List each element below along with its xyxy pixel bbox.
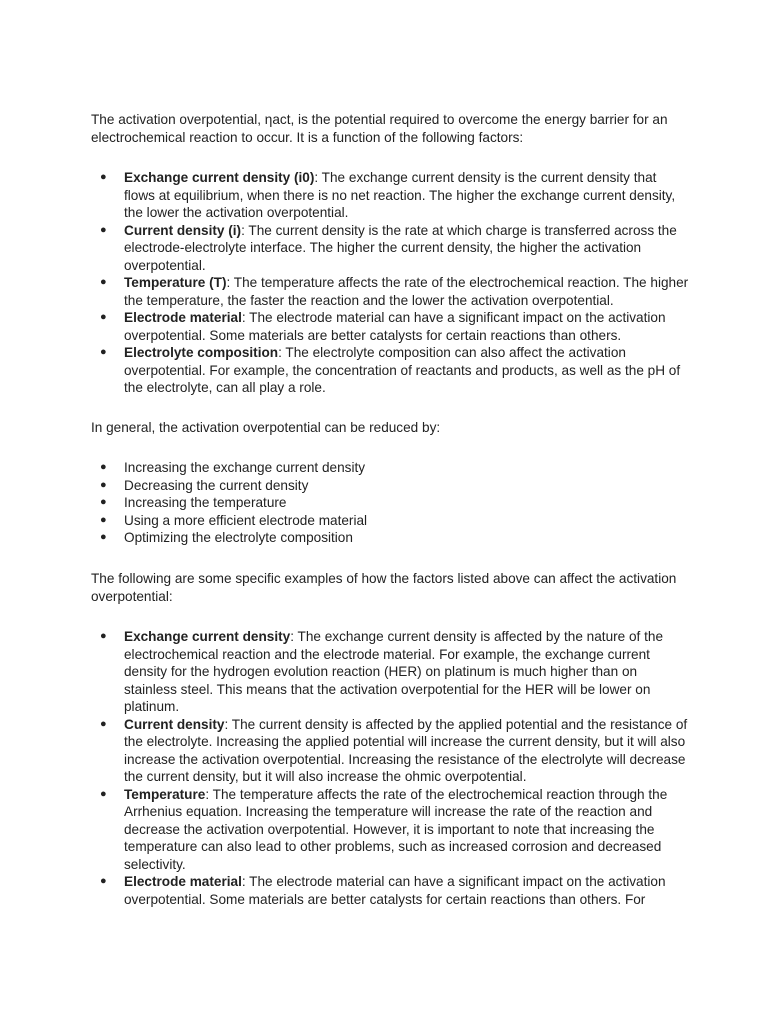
general-paragraph: In general, the activation overpotential can be reduced by: bbox=[91, 420, 441, 435]
list-item-text: : The electrolyte composition can also affect the activation overpotential. For example, the concentration of reactants and products, as well as the pH of the electrolyte, can all play a role. bbox=[124, 345, 681, 395]
list-item-text: : The temperature affects the rate of the electrochemical reaction through the Arrhenius equation. Increasing the temperature will increase the rate of the reaction and decrease the activation overpotential. However, it is important to note that increasing the temperature can also lead to other problems, such as increased corrosion and decreased selectivity. bbox=[124, 786, 668, 872]
list-item-text: : The current density is the rate at which charge is transferred across the electrode-electrolyte interface. The higher the current density, the higher the activation overpotential. bbox=[124, 222, 677, 273]
list-item bbox=[91, 169, 691, 222]
examples-list bbox=[91, 628, 691, 908]
list-item bbox=[91, 873, 691, 908]
list-item-term: Electrode material bbox=[124, 874, 242, 889]
list-item-term: Current density bbox=[124, 716, 225, 732]
list-item bbox=[91, 274, 691, 309]
list-item-text: : The exchange current density is affected by the nature of the electrochemical reaction and the electrode material. For example, the exchange current density for the hydrogen evolution reaction (HER) on platinum is much higher than on stainless steel. This means that the activation overpotential for the HER will be lower on platinum. bbox=[124, 629, 664, 714]
list-item bbox=[91, 344, 691, 397]
list-item-text: : The temperature affects the rate of the electrochemical reaction. The higher the temperature, the faster the reaction and the lower the activation overpotential. bbox=[124, 275, 689, 308]
list-item-text: : The exchange current density is the current density that flows at equilibrium, when there is no net reaction. The higher the exchange current density, the lower the activation overpotential. bbox=[124, 170, 676, 220]
list-item-text: : The electrode material can have a significant impact on the activation overpotential. Some materials are better catalysts for certain reactions than others. bbox=[124, 310, 666, 343]
list-item bbox=[91, 628, 691, 716]
reductions-list bbox=[91, 459, 691, 547]
list-item: ● Increasing the temperature bbox=[91, 494, 691, 512]
list-item: ● Optimizing the electrolyte composition bbox=[91, 529, 691, 547]
list-item-term: Exchange current density (i0) bbox=[124, 170, 315, 185]
list-item-term: Temperature (T) bbox=[124, 275, 227, 290]
list-item: ● Decreasing the current density bbox=[91, 477, 691, 495]
list-item-term: Electrode material bbox=[124, 310, 242, 325]
factors-list bbox=[91, 169, 691, 397]
list-item-term: Electrolyte composition bbox=[124, 345, 279, 360]
list-item: ● Increasing the exchange current density bbox=[91, 459, 691, 477]
examples-intro-paragraph: The following are some specific examples of how the factors listed above can affect the activation overpotential: bbox=[91, 571, 677, 604]
list-item bbox=[91, 716, 691, 786]
list-item: ● Using a more efficient electrode material bbox=[91, 512, 691, 530]
list-item-term: Current density (i) bbox=[124, 222, 242, 238]
list-item bbox=[91, 309, 691, 344]
list-item-text: : The current density is affected by the applied potential and the resistance of the electrolyte. Increasing the applied potential will increase the current density, but it will also increase the activation overpotential. Increasing the resistance of the electrolyte will decrease the current density, but it will also increase the ohmic overpotential. bbox=[124, 716, 688, 784]
list-item bbox=[91, 222, 691, 275]
list-item bbox=[91, 786, 691, 874]
intro-paragraph: The activation overpotential, ηact, is the potential required to overcome the energy barrier for an electrochemical reaction to occur. It is a function of the following factors: bbox=[91, 112, 668, 145]
list-item-term: Exchange current density bbox=[124, 629, 291, 644]
list-item-term: Temperature bbox=[124, 786, 206, 802]
list-item-text: : The electrode material can have a significant impact on the activation overpotential. Some materials are better catalysts for certain reactions than others. For bbox=[124, 874, 666, 907]
